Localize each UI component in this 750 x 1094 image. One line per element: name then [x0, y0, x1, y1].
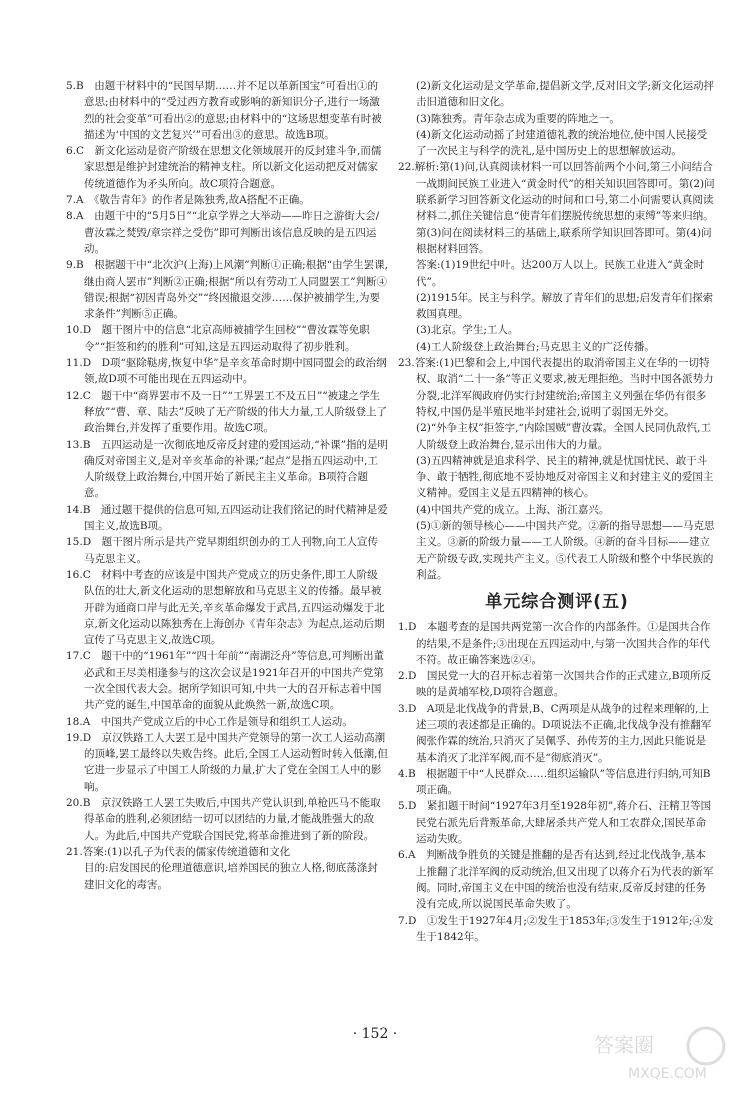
- answer-entry: 8.A 由题干中的“5月5日”“北京学界之大举动——昨日之游街大会/曹汝霖之焚毁/章宗祥之受伤”即可判断出该信息反映的是五四运动。: [66, 210, 380, 255]
- answer-entry: 9.B 根据题干中“北次沪(上海)上风潮”判断①正确;根据“由学生罢课,继由商人罢市”判断②正确;根据“所以有劳动工人同盟罢工”判断④错误;根据“初因青岛外交”“终因撤退交涉……保护被捕学生,为要求条件”判断⑤正确。: [66, 259, 388, 321]
- answer-entry: 答案:(1)19世纪中叶。达200万人以上。民族工业进入“黄金时代”。: [416, 259, 705, 288]
- watermark-line1: 答案圈: [594, 1033, 654, 1057]
- answer-entry: 4.B 根据题干中“人民群众……组织运输队”等信息进行归纳,可知B项正确。: [398, 767, 711, 797]
- answer-entry: 19.D 京汉铁路工人大罢工是中国共产党领导的第一次工人运动高潮的顶峰,罢工最终以失败告终。此后,全国工人运动暂时转入低潮,但它进一步显示了中国工人阶级的力量,扩大了党在全国工人中的影响。: [66, 731, 389, 793]
- answer-entry: 16.C 材料中考查的应该是中国共产党成立的历史条件,即工人阶级队伍的壮大,新文化运动的思想解放和马克思主义的传播。最早被开辟为通商口岸与此无关,辛亥革命爆发于武昌,五四运动爆发于北京,新文化运动以陈独秀在上海创办《青年杂志》为起点,运动后期宣传了马克思主义,故选C项。: [66, 568, 385, 647]
- answer-entry: 目的:启发国民的伦理道德意识,培养国民的独立人格,彻底荡涤封建旧文化的毒害。: [84, 862, 378, 891]
- answer-entry: 21.答案:(1)以孔子为代表的儒家传统道德和文化: [66, 845, 291, 858]
- right-column: [398, 78, 716, 945]
- answer-entry: 6.A 判断战争胜负的关键是推翻的是否有达到,经过北伐战争,基本上推翻了北洋军阀的反动统治,但又出现了以蒋介石为代表的新军阀。同时,帝国主义在中国的统治也没有结束,反帝反封建的任务没有完成,所以说国民革命失败了。: [398, 849, 714, 911]
- answer-entry: 5.D 紧扣题干时间“1927年3月至1928年初”,蒋介石、汪精卫等国民党右派先后背叛革命,大肆屠杀共产党人和工农群众,国民革命运动失败。: [398, 800, 712, 846]
- watermark-line2: MXQE.COM: [628, 1066, 707, 1082]
- answer-entry: (2)“外争主权”拒签字,“内除国贼”曹汝霖。全国人民同仇敌忾,工人阶级登上政治舞台,显示出伟大的力量。: [416, 422, 712, 451]
- answer-entry: 3.D A项是北伐战争的背景,B、C两项是从战争的过程来理解的,上述三项的表述都是正确的。D项说法不正确,北伐战争没有推翻军阀张作霖的统治,只消灭了吴佩孚、孙传芳的主力,因此只能说是基本消灭了北洋军阀,而不是“彻底消灭”。: [398, 702, 712, 764]
- answer-entry: 12.C 题干中“商界罢市不及一日”“工界罢工不及五日”“被逮之学生释放”“曹、章、陆去”反映了无产阶级的伟大力量,工人阶级登上了政治舞台,并发挥了重要作用。故选C项。: [66, 389, 387, 435]
- watermark-logo: [588, 1024, 738, 1086]
- answer-entry: 20.B 京汉铁路工人罢工失败后,中国共产党认识到,单枪匹马不能取得革命的胜利,必须团结一切可以团结的力量,才能战胜强大的敌人。为此后,中国共产党联合国民党,将革命推进到了新的阶段。: [66, 797, 381, 842]
- right-column-answers: [398, 78, 716, 583]
- answer-entry: (2)1915年。民主与科学。解放了青年们的思想;启发青年们探索救国真理。: [416, 291, 714, 321]
- answer-entry: (3)五四精神就是追求科学、民主的精神,就是忧国忧民、敢于斗争、敢于牺牲,彻底地不妥协地反对帝国主义和封建主义的爱国主义精神。爱国主义是五四精神的核心。: [416, 454, 714, 500]
- unit-test-answers: [398, 619, 716, 945]
- answer-entry: 14.B 通过题干提供的信息可知,五四运动让我们铭记的时代精神是爱国主义,故选B项。: [66, 503, 388, 533]
- answer-entry: (4)工人阶级登上政治舞台;马克思主义的广泛传播。: [416, 340, 655, 353]
- answer-entry: 17.C 题干中的“1961年”“四十年前”“南湖泛舟”等信息,可判断出董必武和王尽美相逢参与的这次会议是1921年召开的中国共产党第一次全国代表大会。据所学知识可知,中共一大的召开标志着中国共产党的诞生,中国革命的面貌从此焕然一新,故选C项。: [66, 650, 384, 712]
- answer-entry: 10.D 题干图片中的信息“北京高师被捕学生回校”“曹汝霖等免职令”“拒签和约的胜利”可知,这是五四运动取得了初步胜利。: [66, 324, 370, 353]
- answer-entry: 15.D 题干图片所示是共产党早期组织创办的工人刊物,向工人宣传马克思主义。: [66, 536, 378, 565]
- answer-entry: 22.解析:第(1)问,认真阅读材料一可以回答前两个小问,第三小问结合一战期间民族工业进入“黄金时代”的相关知识回答即可。第(2)问联系新学习回答新文化运动的时间和口号,第二小问需要认真阅读材料二,抓住关键信息“使青年们摆脱传统思想的束缚”等来归纳。第(3)问在阅读材料三的基础上,联系所学知识回答即可。第(4)问根据材料回答。: [398, 161, 715, 255]
- answer-entry: 2.D 国民党一大的召开标志着第一次国共合作的正式建立,B项所反映的是黄埔军校,D项符合题意。: [398, 670, 711, 699]
- answer-entry: 6.C 新文化运动是资产阶级在思想文化领域展开的反封建斗争,而儒家思想是维护封建统治的精神支柱。所以新文化运动把反对儒家传统道德作为矛头所向。故C项符合题意。: [66, 145, 382, 190]
- watermark-icon: [588, 1024, 738, 1086]
- answer-entry: 18.A 中国共产党成立后的中心工作是领导和组织工人运动。: [66, 715, 353, 728]
- answer-entry: 23.答案:(1)巴黎和会上,中国代表提出的取消帝国主义在华的一切特权、取消“二十一条”等正义要求,被无理拒绝。当时中国各派势力分裂,北洋军阀政府仍实行封建统治;帝国主义列强在华仍有很多特权,中国仍是半殖民地半封建社会,说明了弱国无外交。: [398, 357, 714, 418]
- answer-entry: (4)新文化运动动摇了封建道德礼教的统治地位,使中国人民接受了一次民主与科学的洗礼,是中国历史上的思想解放运动。: [416, 128, 708, 158]
- answer-entry: 7.D ①发生于1927年4月;②发生于1853年;③发生于1912年;④发生于1842年。: [398, 914, 714, 943]
- page-number: · 152 ·: [352, 1026, 398, 1042]
- answer-entry: (5)①新的领导核心——中国共产党。②新的指导思想——马克思主义。③新的阶级力量——工人阶级。④新的奋斗目标——建立无产阶级专政,实现共产主义。⑤代表工人阶级和整个中华民族的利益。: [416, 520, 715, 581]
- left-column: [66, 78, 388, 893]
- answer-entry: 7.A 《敬告青年》的作者是陈独秀,故A搭配不正确。: [66, 194, 310, 207]
- answer-entry: 11.D D项“驱除鞑虏,恢复中华”是辛亥革命时期中国同盟会的政治纲领,故D项不可能出现在五四运动中。: [66, 357, 387, 386]
- answer-entry: (3)陈独秀。青年杂志成为重要的阵地之一。: [416, 112, 620, 125]
- answer-entry: (3)北京。学生;工人。: [416, 324, 519, 337]
- answer-entry: 5.B 由题干材料中的“民国早期……并不足以革新国宝”可看出①的意思;由材料中的“受过西方教育或影响的新知识分子,进行一场激烈的社会变革”可看出②的意思;由材料中的“这场思想变革有时被描述为‘中国的文艺复兴’”可看出③的意思。故选B项。: [66, 80, 382, 141]
- answer-entry: (2)新文化运动是文学革命,提倡新文学,反对旧文学;新文化运动抨击旧道德和旧文化。: [416, 80, 715, 109]
- answer-entry: 1.D 本题考查的是国共两党第一次合作的内部条件。①是国共合作的结果,不是条件;③出现在五四运动中,与第一次国共合作的年代不符。故正确答案选②④。: [398, 621, 711, 666]
- answer-entry: 13.B 五四运动是一次彻底地反帝反封建的爱国运动,“补课”指的是明确反对帝国主义,是对辛亥革命的补课;“起点”是指五四运动中,工人阶级登上政治舞台,中国开始了新民主主义革命。B项符合题意。: [66, 438, 388, 500]
- section-title: 单元综合测评(五): [485, 592, 629, 613]
- answer-entry: (4)中国共产党的成立。上海、浙江嘉兴。: [416, 503, 610, 516]
